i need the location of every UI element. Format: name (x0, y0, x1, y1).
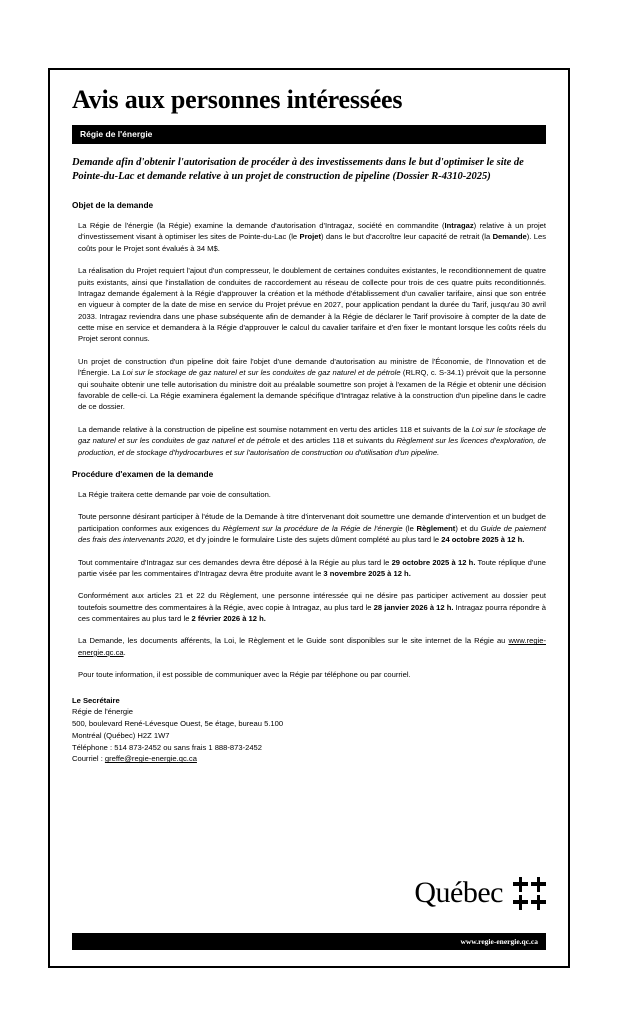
signature-email-label: Courriel : (72, 754, 105, 764)
paragraph-procedure-1: La Régie traitera cette demande par voie de consultation. (78, 489, 271, 499)
paragraph-procedure-2: Toute personne désirant participer à l'étude de la Demande à titre d'intervenant doit soumettre une demande d'intervention et un budget de participation conformes aux exigences du Règlement sur la procédure de la Régie de l'énergie (le Règlement) et du Guide de paiement des frais des intervenants 2020, et d'y joindre le formulaire Liste des sujets dûment complété au plus tard le 24 octobre 2025 à 12 h. (78, 512, 546, 545)
signature-name: Le Secrétaire (72, 695, 120, 705)
signature-email-line (72, 753, 546, 765)
quebec-logo (414, 876, 546, 910)
paragraph-objet-1: La Régie de l'énergie (la Régie) examine la demande d'autorisation d'Intragaz, société en commandite (Intragaz) relative à un projet d'investissement visant à optimiser les sites de Pointe-du-Lac (le Projet) dans le but d'accroître leur capacité de retrait (la Demande). Les coûts pour le Projet sont évalués à 34 M$. (78, 220, 546, 253)
signature-address-2: Montréal (Québec) H2Z 1W7 (72, 730, 170, 740)
paragraph-objet-4: La demande relative à la construction de pipeline est soumise notamment en vertu des articles 118 et suivants de la Loi sur le stockage de gaz naturel et sur les conduites de gaz naturel et de pétrole et des articles 118 et suivants du Règlement sur les licences d'exploration, de production, et de stockage d'hydrocarbures et sur l'autorisation de construction ou d'utilisation d'un pipeline. (78, 424, 546, 457)
footer-bar (72, 933, 546, 950)
section-heading-procedure: Procédure d'examen de la demande (72, 468, 214, 479)
paragraph-procedure-5: La Demande, les documents afférents, la Loi, le Règlement et le Guide sont disponibles sur le site internet de la Régie au www.regie-energie.qc.ca. (78, 636, 546, 657)
subject-heading (72, 156, 546, 184)
paragraph-objet-3: Un projet de construction d'un pipeline doit faire l'objet d'une demande d'autorisation au ministre de l'Économie, de l'Innovation et de l'Énergie. La Loi sur le stockage de gaz naturel et sur les conduites de gaz naturel et de pétrole (RLRQ, c. S-34.1) prévoit que la personne qui souhaite obtenir une telle autorisation du ministre doit au préalable soumettre son projet à l'examen de la Régie et obtenir une décision favorable de celle-ci. La Régie examinera également la demande spécifique d'Intragaz relative à la construction d'un pipeline dans le cadre de ce dossier. (78, 356, 547, 412)
quebec-fleurdelis-icon (513, 877, 546, 910)
signature-org: Régie de l'énergie (72, 707, 133, 717)
notice-box (48, 68, 570, 968)
signature-email-link[interactable]: greffe@regie-energie.qc.ca (104, 754, 197, 764)
footer-website: www.regie-energie.qc.ca (460, 937, 538, 946)
paragraph-procedure-3: Tout commentaire d'Intragaz sur ces demandes devra être déposé à la Régie au plus tard le 29 octobre 2025 à 12 h. Toute réplique d'une partie visée par les commentaires d'Intragaz devra être produite avant le 3 novembre 2025 à 12 h. (78, 557, 546, 578)
signature-block (72, 695, 546, 766)
page-title: Avis aux personnes intéressées (72, 85, 403, 114)
website-link[interactable]: www.regie-energie.qc.ca (78, 636, 546, 657)
paragraph-procedure-4: Conformément aux articles 21 et 22 du Règlement, une personne intéressée qui ne désire pas participer activement au dossier peut toutefois soumettre des commentaires à la Régie, avec copie à Intragaz, au plus tard le 28 janvier 2026 à 12 h. Intragaz pourra répondre à ces commentaires au plus tard le 2 février 2026 à 12 h. (78, 591, 546, 624)
paragraph-objet-2: La réalisation du Projet requiert l'ajout d'un compresseur, le doublement de certaines conduites existantes, le reconditionnement de quatre puits existants, ainsi que l'installation de conduites de raccordement au réseau de collecte pour trois de ces quatre puits reconditionnés. Intragaz demande également à la Régie d'approuver la création et la méthode d'établissement d'un cavalier tarifaire, ainsi que son entrée en vigueur à compter de la date de mise en service du Projet prévue en 2027, pour application pendant la durée du Tarif, jusqu'au 30 avril 2033. Intragaz reviendra dans une phase subséquente afin de demander à la Régie de déclarer le Tarif provisoire à compter de la date de cette mise en service et demandera à la Régie d'approuver le calcul du cavalier tarifaire et d'en fixer le montant lorsque les coûts réels du Projet seront connus. (78, 266, 546, 344)
paragraph-procedure-6: Pour toute information, il est possible de communiquer avec la Régie par téléphone ou par courriel. (78, 670, 411, 680)
section-heading-objet: Objet de la demande (72, 199, 154, 210)
organization-bar: Régie de l'énergie (72, 125, 546, 144)
quebec-wordmark: Québec (414, 876, 503, 909)
signature-phone: Téléphone : 514 873-2452 ou sans frais 1 888-873-2452 (72, 742, 262, 752)
subject-text: Demande afin d'obtenir l'autorisation de procéder à des investissements dans le but d'optimiser le site de Pointe-du-Lac et demande relative à un projet de construction de pipeline (Dossier R-4310-2025) (72, 156, 524, 182)
signature-address-1: 500, boulevard René-Lévesque Ouest, 5e étage, bureau 5.100 (72, 719, 284, 729)
